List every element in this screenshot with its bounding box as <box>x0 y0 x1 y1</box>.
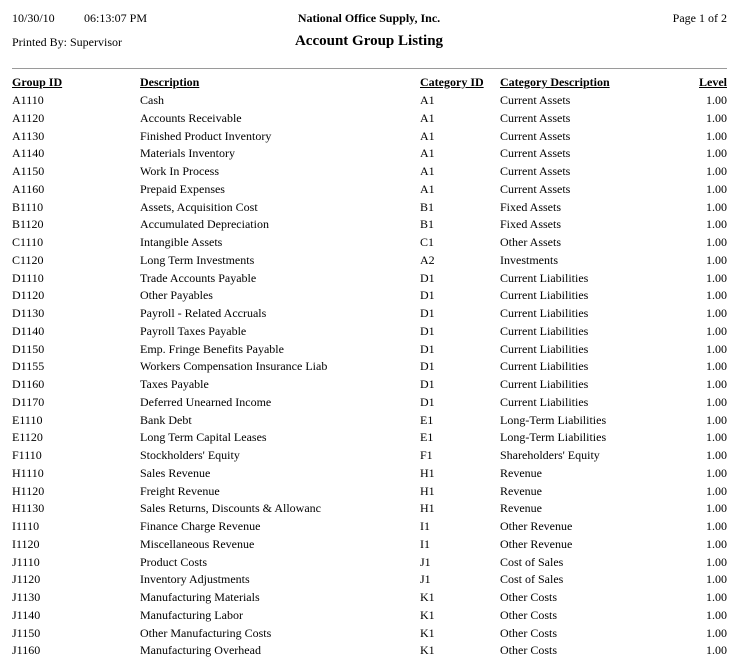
table-row <box>12 518 727 536</box>
cell-description: Miscellaneous Revenue <box>140 536 255 551</box>
cell-category-description: Current Liabilities <box>500 288 589 303</box>
cell-level: 1.00 <box>706 323 727 338</box>
table-row <box>12 358 727 376</box>
cell-level: 1.00 <box>706 519 727 533</box>
cell-group-id: A1110 <box>12 93 44 107</box>
table-row <box>12 128 727 146</box>
cell-category-description: Shareholders' Equity <box>500 448 600 462</box>
column-header-group-id: Group ID <box>12 75 63 89</box>
table-row <box>12 234 727 252</box>
cell-level: 1.00 <box>706 448 727 462</box>
cell-category-id: K1 <box>420 625 435 640</box>
cell-level: 1.00 <box>706 217 727 232</box>
cell-level: 1.00 <box>706 430 727 445</box>
account-group-table <box>12 68 727 660</box>
cell-group-id: A1140 <box>12 146 45 161</box>
cell-group-id: D1130 <box>12 306 45 320</box>
cell-category-id: A1 <box>420 110 435 125</box>
cell-group-id: H1120 <box>12 483 45 498</box>
cell-group-id: H1130 <box>12 501 45 516</box>
table-row <box>12 216 727 234</box>
cell-description: Intangible Assets <box>140 235 223 249</box>
cell-group-id: J1120 <box>12 572 41 587</box>
cell-category-id: D1 <box>420 306 435 320</box>
cell-level: 1.00 <box>706 554 727 569</box>
cell-description: Trade Accounts Payable <box>140 270 257 285</box>
cell-category-description: Current Assets <box>500 181 571 196</box>
cell-group-id: D1120 <box>12 288 45 303</box>
cell-category-description: Other Costs <box>500 590 557 604</box>
cell-group-id: J1160 <box>12 643 41 658</box>
cell-category-id: H1 <box>420 483 435 498</box>
cell-category-description: Other Costs <box>500 625 557 640</box>
table-row <box>12 447 727 465</box>
cell-category-description: Fixed Assets <box>500 217 562 232</box>
cell-level: 1.00 <box>706 128 727 143</box>
cell-category-id: B1 <box>420 199 435 214</box>
cell-level: 1.00 <box>706 536 727 551</box>
cell-group-id: D1110 <box>12 270 44 285</box>
cell-category-description: Current Assets <box>500 110 571 125</box>
table-row <box>12 163 727 181</box>
cell-category-id: C1 <box>420 235 435 249</box>
cell-description: Other Payables <box>140 288 213 303</box>
column-header-category-id: Category ID <box>420 75 484 89</box>
cell-category-id: A1 <box>420 164 435 178</box>
cell-level: 1.00 <box>706 590 727 604</box>
cell-description: Sales Revenue <box>140 465 211 480</box>
table-row <box>12 483 727 501</box>
column-header-category-description: Category Description <box>500 75 610 89</box>
cell-level: 1.00 <box>706 501 727 516</box>
cell-level: 1.00 <box>706 288 727 303</box>
table-row <box>12 642 727 660</box>
table-row <box>12 607 727 625</box>
table-row <box>12 305 727 323</box>
cell-level: 1.00 <box>706 412 727 427</box>
cell-category-description: Investments <box>500 252 558 267</box>
cell-level: 1.00 <box>706 625 727 640</box>
cell-group-id: D1150 <box>12 341 45 356</box>
printed-by-label: Printed By: Supervisor <box>12 35 122 49</box>
cell-group-id: D1160 <box>12 377 45 391</box>
table-row <box>12 199 727 217</box>
cell-category-id: K1 <box>420 643 435 658</box>
cell-level: 1.00 <box>706 235 727 249</box>
cell-level: 1.00 <box>706 341 727 356</box>
table-row <box>12 554 727 572</box>
table-row <box>12 376 727 394</box>
cell-category-description: Other Revenue <box>500 536 573 551</box>
cell-group-id: A1160 <box>12 181 45 196</box>
cell-group-id: C1120 <box>12 252 44 267</box>
cell-description: Manufacturing Materials <box>140 590 260 604</box>
cell-description: Bank Debt <box>140 412 192 427</box>
cell-level: 1.00 <box>706 394 727 409</box>
cell-description: Taxes Payable <box>140 377 209 391</box>
cell-category-id: J1 <box>420 572 431 587</box>
cell-level: 1.00 <box>706 607 727 622</box>
cell-description: Stockholders' Equity <box>140 448 240 462</box>
cell-category-description: Current Liabilities <box>500 359 589 374</box>
cell-group-id: E1120 <box>12 430 43 445</box>
cell-group-id: D1170 <box>12 394 45 409</box>
report-date: 10/30/10 <box>12 11 55 25</box>
cell-description: Materials Inventory <box>140 146 235 161</box>
table-row <box>12 589 727 607</box>
cell-group-id: E1110 <box>12 412 43 427</box>
cell-description: Manufacturing Labor <box>140 607 243 622</box>
cell-group-id: D1155 <box>12 359 45 374</box>
cell-group-id: J1140 <box>12 607 41 622</box>
cell-category-description: Long-Term Liabilities <box>500 412 607 427</box>
company-name: National Office Supply, Inc. <box>297 11 441 25</box>
cell-level: 1.00 <box>706 483 727 498</box>
column-header-description: Description <box>140 75 200 89</box>
cell-category-description: Current Assets <box>500 93 571 107</box>
cell-category-id: D1 <box>420 288 435 303</box>
cell-group-id: I1120 <box>12 536 40 551</box>
cell-category-id: F1 <box>420 448 433 462</box>
cell-description: Freight Revenue <box>140 483 220 498</box>
cell-level: 1.00 <box>706 164 727 178</box>
cell-description: Cash <box>140 93 164 107</box>
table-row <box>12 145 727 163</box>
cell-category-description: Current Liabilities <box>500 341 589 356</box>
cell-category-id: J1 <box>420 554 431 569</box>
cell-description: Finance Charge Revenue <box>140 519 261 533</box>
table-row <box>12 571 727 589</box>
cell-level: 1.00 <box>706 93 727 107</box>
cell-description: Manufacturing Overhead <box>140 643 261 658</box>
cell-category-description: Revenue <box>500 465 542 480</box>
cell-description: Deferred Unearned Income <box>140 394 272 409</box>
cell-description: Accounts Receivable <box>140 110 242 125</box>
cell-description: Sales Returns, Discounts & Allowanc <box>140 501 321 516</box>
cell-category-description: Other Costs <box>500 643 557 658</box>
cell-group-id: F1110 <box>12 448 42 462</box>
cell-category-description: Other Revenue <box>500 519 573 533</box>
table-row <box>12 110 727 128</box>
cell-group-id: J1150 <box>12 625 41 640</box>
cell-level: 1.00 <box>706 270 727 285</box>
cell-level: 1.00 <box>706 377 727 391</box>
report-title: Account Group Listing <box>294 33 444 49</box>
cell-level: 1.00 <box>706 199 727 214</box>
cell-description: Finished Product Inventory <box>140 128 272 143</box>
cell-group-id: J1130 <box>12 590 41 604</box>
cell-description: Work In Process <box>140 164 220 178</box>
cell-category-id: E1 <box>420 412 434 427</box>
table-header-row <box>12 69 727 93</box>
cell-level: 1.00 <box>706 252 727 267</box>
cell-category-description: Other Costs <box>500 607 557 622</box>
cell-category-description: Current Liabilities <box>500 394 589 409</box>
table-row <box>12 323 727 341</box>
cell-category-description: Cost of Sales <box>500 572 564 587</box>
cell-category-description: Revenue <box>500 483 542 498</box>
cell-category-description: Current Liabilities <box>500 377 589 391</box>
cell-description: Emp. Fringe Benefits Payable <box>140 341 284 356</box>
cell-description: Long Term Investments <box>140 252 255 267</box>
cell-category-description: Other Assets <box>500 235 561 249</box>
cell-level: 1.00 <box>706 359 727 374</box>
cell-group-id: B1120 <box>12 217 44 232</box>
cell-description: Accumulated Depreciation <box>140 217 269 232</box>
table-row <box>12 270 727 288</box>
table-row <box>12 341 727 359</box>
cell-category-id: D1 <box>420 359 435 374</box>
cell-category-id: E1 <box>420 430 434 445</box>
cell-category-id: A1 <box>420 128 435 143</box>
cell-category-description: Current Assets <box>500 146 571 161</box>
cell-description: Long Term Capital Leases <box>140 430 267 445</box>
cell-category-description: Fixed Assets <box>500 199 562 214</box>
cell-category-description: Current Assets <box>500 128 571 143</box>
cell-group-id: J1110 <box>12 554 40 569</box>
cell-group-id: B1110 <box>12 199 44 214</box>
cell-category-id: D1 <box>420 323 435 338</box>
cell-category-description: Long-Term Liabilities <box>500 430 607 445</box>
report-header-line2 <box>0 31 738 55</box>
cell-group-id: C1110 <box>12 235 44 249</box>
cell-level: 1.00 <box>706 110 727 125</box>
table-row <box>12 412 727 430</box>
table-row <box>12 625 727 643</box>
table-row <box>12 465 727 483</box>
table-row <box>12 181 727 199</box>
cell-level: 1.00 <box>706 643 727 658</box>
cell-description: Prepaid Expenses <box>140 181 225 196</box>
cell-category-id: H1 <box>420 501 435 516</box>
cell-category-id: I1 <box>420 536 430 551</box>
cell-category-id: K1 <box>420 607 435 622</box>
cell-description: Product Costs <box>140 554 208 569</box>
table-row <box>12 92 727 110</box>
cell-category-id: I1 <box>420 519 430 533</box>
cell-category-id: D1 <box>420 270 435 285</box>
cell-category-description: Current Liabilities <box>500 270 589 285</box>
cell-group-id: D1140 <box>12 323 45 338</box>
report-time: 06:13:07 PM <box>84 11 148 25</box>
table-row <box>12 394 727 412</box>
cell-category-id: K1 <box>420 590 435 604</box>
cell-group-id: A1150 <box>12 164 45 178</box>
page-number: Page 1 of 2 <box>672 11 727 25</box>
cell-group-id: A1120 <box>12 110 45 125</box>
column-header-level: Level <box>699 75 727 89</box>
cell-category-id: D1 <box>420 341 435 356</box>
cell-category-id: D1 <box>420 377 435 391</box>
cell-description: Payroll - Related Accruals <box>140 306 267 320</box>
table-body <box>12 92 727 660</box>
cell-group-id: I1110 <box>12 519 40 533</box>
cell-level: 1.00 <box>706 306 727 320</box>
cell-category-id: D1 <box>420 394 435 409</box>
cell-description: Payroll Taxes Payable <box>140 323 247 338</box>
cell-category-description: Revenue <box>500 501 542 516</box>
table-row <box>12 500 727 518</box>
cell-category-description: Cost of Sales <box>500 554 564 569</box>
cell-description: Workers Compensation Insurance Liab <box>140 359 328 374</box>
cell-category-description: Current Assets <box>500 164 571 178</box>
table-row <box>12 287 727 305</box>
cell-category-id: A1 <box>420 181 435 196</box>
cell-category-id: A1 <box>420 93 435 107</box>
cell-level: 1.00 <box>706 465 727 480</box>
cell-category-id: B1 <box>420 217 435 232</box>
cell-level: 1.00 <box>706 572 727 587</box>
cell-level: 1.00 <box>706 146 727 161</box>
table-row <box>12 252 727 270</box>
cell-group-id: H1110 <box>12 465 44 480</box>
cell-category-description: Current Liabilities <box>500 323 589 338</box>
cell-description: Assets, Acquisition Cost <box>140 199 258 214</box>
listing-table-container <box>12 68 727 660</box>
table-row <box>12 429 727 447</box>
table-row <box>12 536 727 554</box>
cell-category-id: A2 <box>420 252 435 267</box>
report-header-line1 <box>0 11 738 27</box>
cell-description: Inventory Adjustments <box>140 572 250 587</box>
cell-level: 1.00 <box>706 181 727 196</box>
cell-description: Other Manufacturing Costs <box>140 625 272 640</box>
cell-category-description: Current Liabilities <box>500 306 589 320</box>
cell-group-id: A1130 <box>12 128 45 143</box>
cell-category-id: H1 <box>420 465 435 480</box>
cell-category-id: A1 <box>420 146 435 161</box>
